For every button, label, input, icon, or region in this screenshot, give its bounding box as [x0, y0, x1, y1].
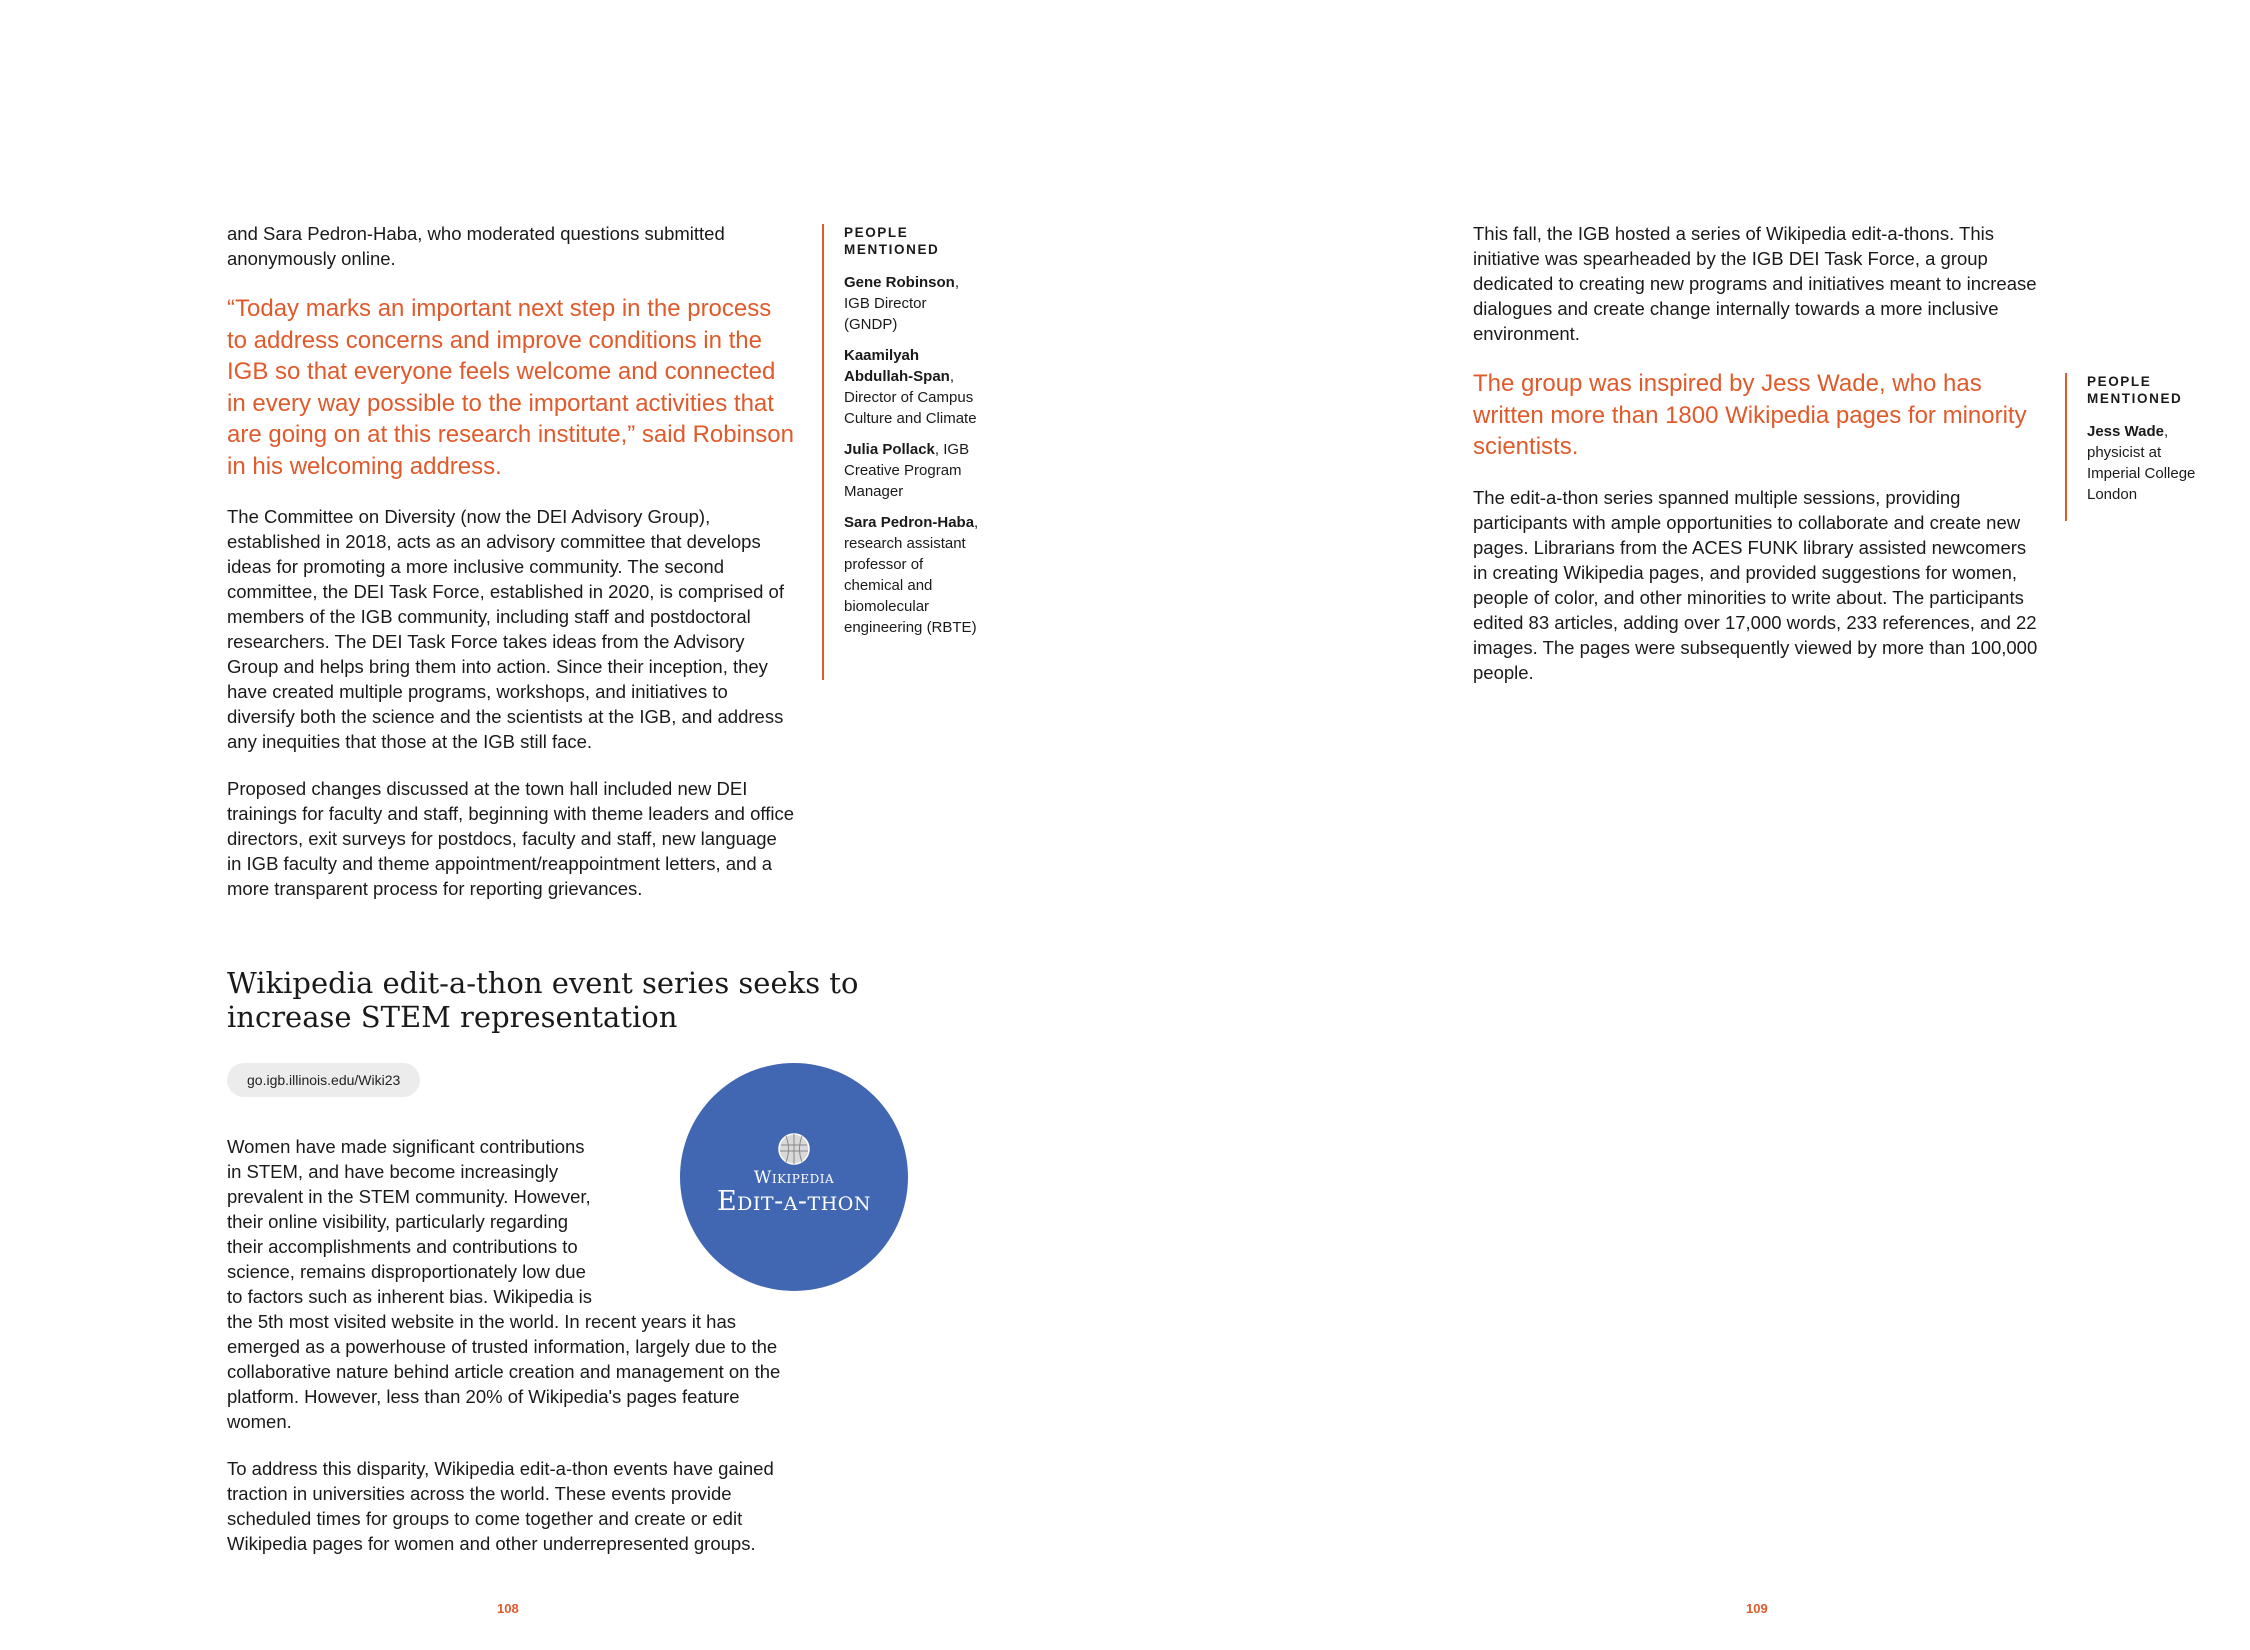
pull-quote: The group was inspired by Jess Wade, who has written more than 1800 Wikipedia pages for minority scientists.: [1473, 370, 2027, 460]
person-entry: Gene Robinson, IGB Director (GNDP): [844, 274, 960, 333]
article-body: [227, 1134, 795, 1578]
people-mentioned-sidebar: [2065, 373, 2217, 521]
right-main-column: [1473, 221, 2043, 707]
pull-quote: “Today marks an important next step in the process to address concerns and improve conditions in the IGB so that everyone feels welcome and connected in every way possible to the important activities that are going on at this research institute,” said Robinson in his welcoming address.: [227, 295, 794, 480]
article-paragraph: Women have made significant contributions in STEM, and have become increasingly prevalent in the STEM community. However, their online visibility, particularly regarding their accomplishments and contributions to science, remains disproportionately low due to factors such as inherent bias. Wikipedia is the 5th most visited website in the world. In recent years it has emerged as a powerhouse of trusted information, largely due to the collaborative nature behind article creation and management on the platform. However, less than 20% of Wikipedia's pages feature women.: [227, 1136, 781, 1432]
left-main-column: [227, 221, 795, 923]
person-role: physicist at Imperial College London: [2087, 444, 2196, 503]
page-number: 109: [1746, 1601, 1768, 1616]
person-name: Julia Pollack: [844, 441, 935, 458]
article-title: Wikipedia edit-a-thon event series seeks to increase STEM representation: [227, 966, 859, 1034]
person-role: IGB Director (GNDP): [844, 295, 927, 333]
body-paragraph: This fall, the IGB hosted a series of Wikipedia edit-a-thons. This initiative was spearheaded by the IGB DEI Task Force, a group dedicated to creating new programs and initiatives meant to increase dialogues and create change internally towards a more inclusive environment.: [1473, 223, 2037, 344]
person-name: Jess Wade: [2087, 423, 2164, 440]
person-name: Kaamilyah Abdullah-Span: [844, 347, 950, 385]
person-role: research assistant professor of chemical and biomolecular engineering (RBTE): [844, 535, 977, 636]
sidebar-heading: PEOPLE MENTIONED: [2087, 374, 2183, 406]
body-paragraph: The Committee on Diversity (now the DEI Advisory Group), established in 2018, acts as an advisory committee that develops ideas for promoting a more inclusive community. The second committee, the DEI Task Force, established in 2020, is comprised of members of the IGB community, including staff and postdoctoral researchers. The DEI Task Force takes ideas from the Advisory Group and helps bring them into action. Since their inception, they have created multiple programs, workshops, and initiatives to diversify both the science and the scientists at the IGB, and address any inequities that those at the IGB still face.: [227, 506, 784, 752]
person-name: Gene Robinson: [844, 274, 955, 291]
person-role: Director of Campus Culture and Climate: [844, 389, 977, 427]
article-paragraph: To address this disparity, Wikipedia edit-a-thon events have gained traction in universities across the world. These events provide scheduled times for groups to come together and create or edit Wikipedia pages for women and other underrepresented groups.: [227, 1458, 774, 1554]
right-page: [1125, 0, 2250, 1650]
person-role: IGB Creative Program Manager: [844, 441, 970, 500]
person-entry: Jess Wade, physicist at Imperial College London: [2087, 423, 2196, 503]
person-entry: Sara Pedron-Haba, research assistant professor of chemical and biomolecular engineering (RBTE): [844, 514, 979, 636]
logo-float-spacer: [601, 1134, 795, 1292]
body-paragraph: The edit-a-thon series spanned multiple sessions, providing participants with ample opportunities to collaborate and create new pages. Librarians from the ACES FUNK library assisted newcomers in creating Wikipedia pages, and provided suggestions for women, people of color, and other minorities to write about. The participants edited 83 articles, adding over 17,000 words, 233 references, and 22 images. The pages were subsequently viewed by more than 100,000 people.: [1473, 486, 2038, 683]
page-number: 108: [497, 1601, 519, 1616]
people-mentioned-sidebar: [822, 224, 982, 680]
person-name: Sara Pedron-Haba: [844, 514, 975, 531]
sidebar-heading: PEOPLE MENTIONED: [844, 225, 940, 257]
person-entry: Julia Pollack, IGB Creative Program Manager: [844, 441, 970, 500]
logo-wikipedia-text: Wikipedia: [753, 1167, 835, 1188]
article-link[interactable]: go.igb.illinois.edu/Wiki23: [227, 1063, 420, 1097]
intro-paragraph: and Sara Pedron-Haba, who moderated questions submitted anonymously online.: [227, 223, 725, 269]
body-paragraph: Proposed changes discussed at the town hall included new DEI trainings for faculty and staff, beginning with theme leaders and office directors, exit surveys for postdocs, faculty and staff, new language in IGB faculty and theme appointment/reappointment letters, and a more transparent process for reporting grievances.: [227, 778, 794, 899]
logo-edit-a-thon-text: Edit-a-thon: [716, 1185, 872, 1217]
person-entry: Kaamilyah Abdullah-Span, Director of Campus Culture and Climate: [844, 347, 977, 427]
